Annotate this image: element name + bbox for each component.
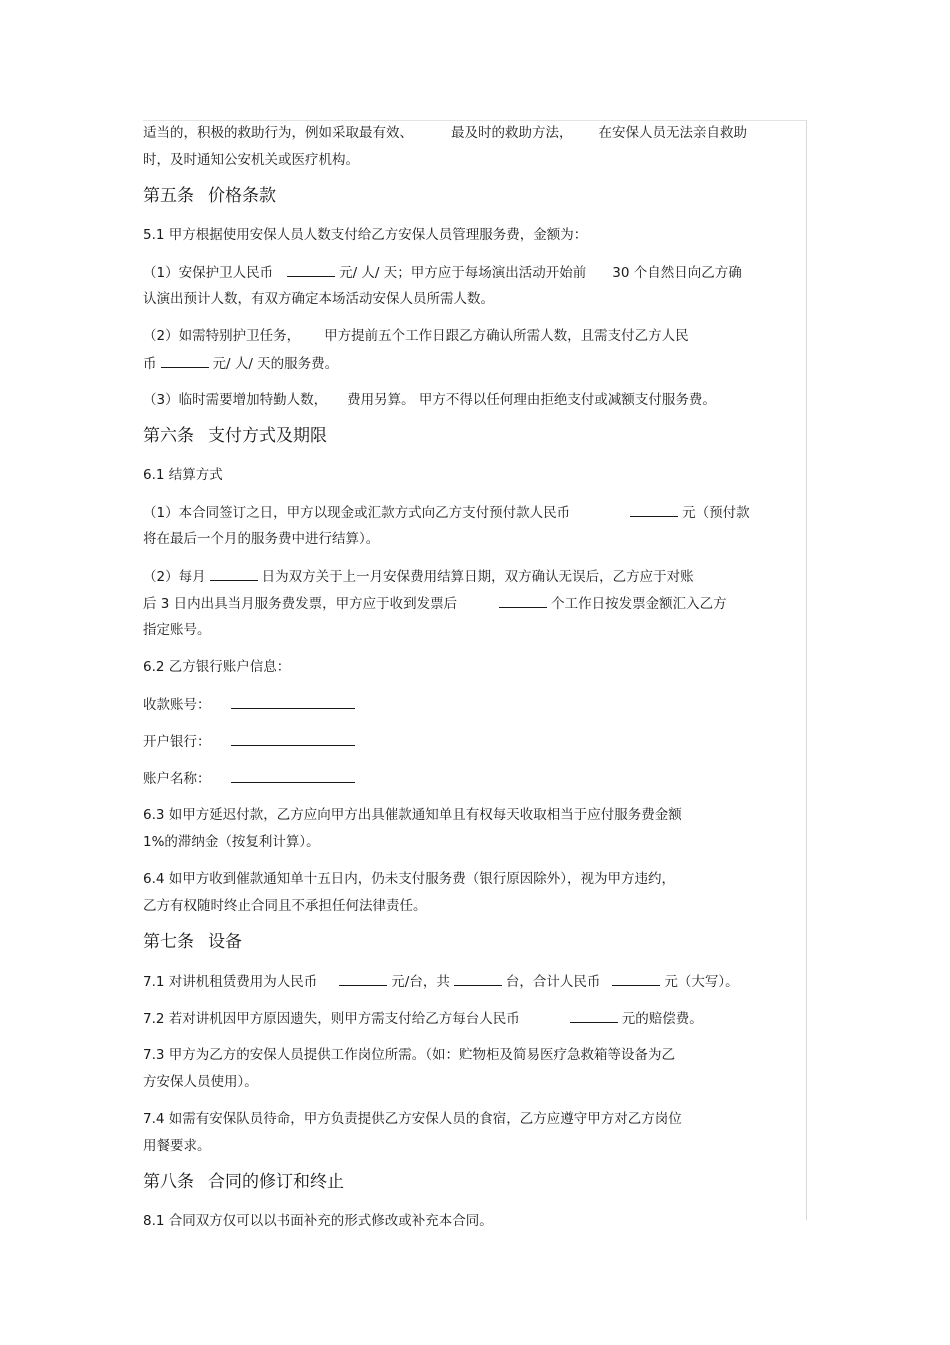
clause-6-1-item-2 bbox=[143, 563, 803, 644]
account-name-blank[interactable] bbox=[231, 765, 355, 783]
article-number: 第八条 bbox=[143, 1172, 194, 1192]
article-title: 价格条款 bbox=[208, 186, 276, 206]
fill-blank[interactable] bbox=[454, 968, 502, 986]
clause-text: 用餐要求。 bbox=[143, 1138, 211, 1154]
clause-5-1: 5.1 甲方根据使用安保人员人数支付给乙方安保人员管理服务费，金额为： bbox=[143, 227, 588, 243]
fill-blank[interactable] bbox=[210, 563, 258, 581]
clause-text: 6.4 如甲方收到催款通知单十五日内，仍未支付服务费（银行原因除外），视为甲方违约， bbox=[143, 871, 676, 887]
fill-blank[interactable] bbox=[570, 1005, 618, 1023]
fill-blank[interactable] bbox=[161, 350, 209, 368]
clause-8-1: 8.1 合同双方仅可以以书面补充的形式修改或补充本合同。 bbox=[143, 1213, 493, 1229]
intro-text: 在安保人员无法亲自救助 bbox=[598, 125, 747, 141]
bank-blank[interactable] bbox=[231, 728, 355, 746]
article-number: 第五条 bbox=[143, 186, 194, 206]
clause-text: （3）临时需要增加特勤人数， bbox=[143, 392, 328, 408]
clause-text: 元（预付款 bbox=[682, 505, 750, 521]
clause-7-4 bbox=[143, 1106, 803, 1160]
clause-7-2 bbox=[143, 1005, 803, 1032]
account-number-blank[interactable] bbox=[231, 691, 355, 709]
intro-paragraph bbox=[143, 120, 803, 174]
clause-text: 1%的滞纳金（按复利计算）。 bbox=[143, 834, 320, 850]
fill-blank[interactable] bbox=[612, 968, 660, 986]
article-7-heading bbox=[143, 930, 803, 954]
clause-text: 认演出预计人数，有双方确定本场活动安保人员所需人数。 bbox=[143, 291, 494, 307]
clause-5-1-item-2 bbox=[143, 323, 803, 377]
clause-6-2: 6.2 乙方银行账户信息： bbox=[143, 659, 291, 675]
clause-text: （2）每月 bbox=[143, 569, 206, 585]
article-title: 设备 bbox=[208, 932, 242, 952]
clause-text: （2）如需特别护卫任务， bbox=[143, 328, 301, 344]
clause-6-4 bbox=[143, 866, 803, 920]
account-name-label: 账户名称： bbox=[143, 771, 211, 787]
article-5-heading bbox=[143, 184, 803, 208]
intro-text: 适当的，积极的救助行为，例如采取最有效、 bbox=[143, 125, 413, 141]
fill-blank[interactable] bbox=[339, 968, 387, 986]
article-number: 第六条 bbox=[143, 426, 194, 446]
intro-text: 最及时的救助方法， bbox=[451, 125, 573, 141]
clause-text: 方安保人员使用）。 bbox=[143, 1074, 258, 1090]
fill-blank[interactable] bbox=[630, 499, 678, 517]
clause-text: 7.4 如需有安保队员待命，甲方负责提供乙方安保人员的食宿，乙方应遵守甲方对乙方岗位 bbox=[143, 1111, 682, 1127]
clause-text: 甲方提前五个工作日跟乙方确认所需人数，且需支付乙方人民 bbox=[324, 328, 689, 344]
clause-6-3 bbox=[143, 802, 803, 856]
clause-5-1-item-3 bbox=[143, 387, 803, 414]
clause-text: 元/ 人/ 天的服务费。 bbox=[212, 356, 339, 372]
clause-text: 元的赔偿费。 bbox=[621, 1011, 703, 1027]
clause-text: 将在最后一个月的服务费中进行结算）。 bbox=[143, 531, 380, 547]
page-right-border bbox=[806, 120, 807, 1220]
clause-text: 7.3 甲方为乙方的安保人员提供工作岗位所需。（如：贮物柜及简易医疗急救箱等设备为乙 bbox=[143, 1047, 676, 1063]
clause-text: 6.3 如甲方延迟付款，乙方应向甲方出具催款通知单且有权每天收取相当于应付服务费金额 bbox=[143, 807, 682, 823]
account-number-row bbox=[143, 691, 803, 718]
article-number: 第七条 bbox=[143, 932, 194, 952]
fill-blank[interactable] bbox=[287, 259, 335, 277]
clause-text: 台，合计人民币 bbox=[505, 974, 601, 990]
bank-row bbox=[143, 728, 803, 755]
clause-7-1 bbox=[143, 968, 803, 995]
clause-5-1-item-1 bbox=[143, 259, 803, 313]
clause-text: 费用另算。 甲方不得以任何理由拒绝支付或减额支付服务费。 bbox=[347, 392, 716, 408]
fill-blank[interactable] bbox=[499, 590, 547, 608]
clause-text: 乙方有权随时终止合同且不承担任何法律责任。 bbox=[143, 898, 427, 914]
article-6-heading bbox=[143, 424, 803, 448]
clause-7-3 bbox=[143, 1042, 803, 1096]
article-title: 合同的修订和终止 bbox=[208, 1172, 344, 1192]
article-8-heading bbox=[143, 1170, 803, 1194]
clause-text: 7.2 若对讲机因甲方原因遗失，则甲方需支付给乙方每台人民币 bbox=[143, 1011, 520, 1027]
clause-text: 元/ 人/ 天；甲方应于每场演出活动开始前 bbox=[339, 265, 587, 281]
clause-text: （1）安保护卫人民币 bbox=[143, 265, 274, 281]
clause-text: 元（大写）。 bbox=[664, 974, 739, 990]
bank-label: 开户银行： bbox=[143, 734, 211, 750]
clause-text: 指定账号。 bbox=[143, 622, 211, 638]
clause-text: （1）本合同签订之日，甲方以现金或汇款方式向乙方支付预付款人民币 bbox=[143, 505, 571, 521]
account-number-label: 收款账号： bbox=[143, 697, 211, 713]
intro-text: 时，及时通知公安机关或医疗机构。 bbox=[143, 152, 359, 168]
contract-body bbox=[143, 120, 803, 1245]
clause-text: 个工作日按发票金额汇入乙方 bbox=[551, 596, 727, 612]
account-name-row bbox=[143, 765, 803, 792]
clause-text: 后 3 日内出具当月服务费发票，甲方应于收到发票后 bbox=[143, 596, 458, 612]
clause-text: 日为双方关于上一月安保费用结算日期，双方确认无误后，乙方应于对账 bbox=[261, 569, 694, 585]
clause-6-1: 6.1 结算方式 bbox=[143, 467, 223, 483]
clause-text: 7.1 对讲机租赁费用为人民币 bbox=[143, 974, 318, 990]
clause-6-1-item-1 bbox=[143, 499, 803, 553]
clause-text: 30 个自然日向乙方确 bbox=[612, 265, 742, 281]
article-title: 支付方式及期限 bbox=[208, 426, 327, 446]
clause-text: 元/台，共 bbox=[391, 974, 450, 990]
clause-text: 币 bbox=[143, 356, 157, 372]
